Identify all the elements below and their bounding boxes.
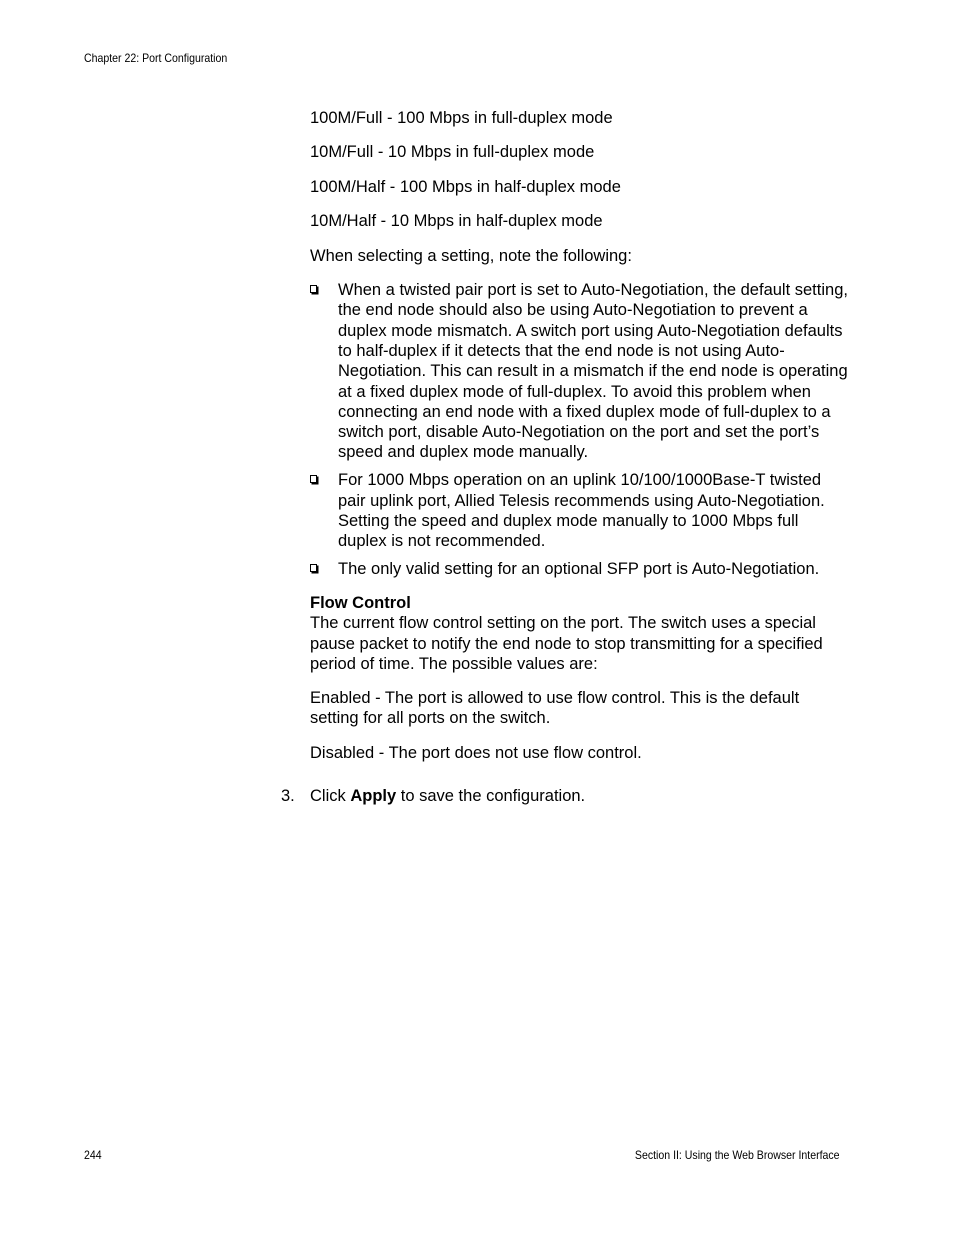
step-apply [281,786,850,806]
step-number: 3. [281,786,295,805]
note-text: For 1000 Mbps operation on an uplink 10/100/1000Base-T twisted pair uplink port, Allied Telesis recommends using Auto-Negotiation. Setting the speed and duplex mode manually to 1000 Mbps full duplex is not recommended. [338,471,825,551]
page-content [281,108,850,806]
flow-control-description: The current flow control setting on the port. The switch uses a special pause packet to notify the end node to stop transmitting for a specified period of time. The possible values are: [310,614,823,674]
flow-control-heading: Flow Control [310,594,411,613]
note-text: When a twisted pair port is set to Auto-Negotiation, the default setting, the end node should also be using Auto-Negotiation to prevent a duplex mode mismatch. A switch port using Auto-Negotiation defaults to half-duplex if it detects that the end node is not using Auto-Negotiation. This can result in a mismatch if the end node is operating at a fixed duplex mode of full-duplex. To avoid this problem when connecting an end node with a fixed duplex mode of full-duplex to a switch port, disable Auto-Negotiation on the port and set the port’s speed and duplex mode manually. [338,281,848,462]
apply-label: Apply [350,786,397,805]
list-item [310,470,850,551]
running-header: Chapter 22: Port Configuration [84,51,228,65]
running-footer-section: Section II: Using the Web Browser Interface [635,1148,840,1162]
list-item [310,280,850,463]
checkbox-bullet-icon [310,285,317,293]
mode-100m-half: 100M/Half - 100 Mbps in half-duplex mode [310,177,621,196]
notes-list [310,280,850,579]
step-suffix: to save the configuration. [396,786,586,805]
checkbox-bullet-icon [310,475,317,483]
page-number: 244 [84,1148,102,1162]
step-prefix: Click [310,786,351,805]
mode-100m-full: 100M/Full - 100 Mbps in full-duplex mode [310,109,613,127]
note-intro: When selecting a setting, note the following: [310,246,632,265]
mode-10m-half: 10M/Half - 10 Mbps in half-duplex mode [310,212,603,231]
flow-control-disabled: Disabled - The port does not use flow control. [310,743,642,762]
note-text: The only valid setting for an optional SFP port is Auto-Negotiation. [338,560,820,579]
checkbox-bullet-icon [310,564,317,572]
flow-control-enabled: Enabled - The port is allowed to use flow control. This is the default setting for all ports on the switch. [310,689,800,728]
list-item [310,559,850,579]
mode-10m-full: 10M/Full - 10 Mbps in full-duplex mode [310,143,595,162]
